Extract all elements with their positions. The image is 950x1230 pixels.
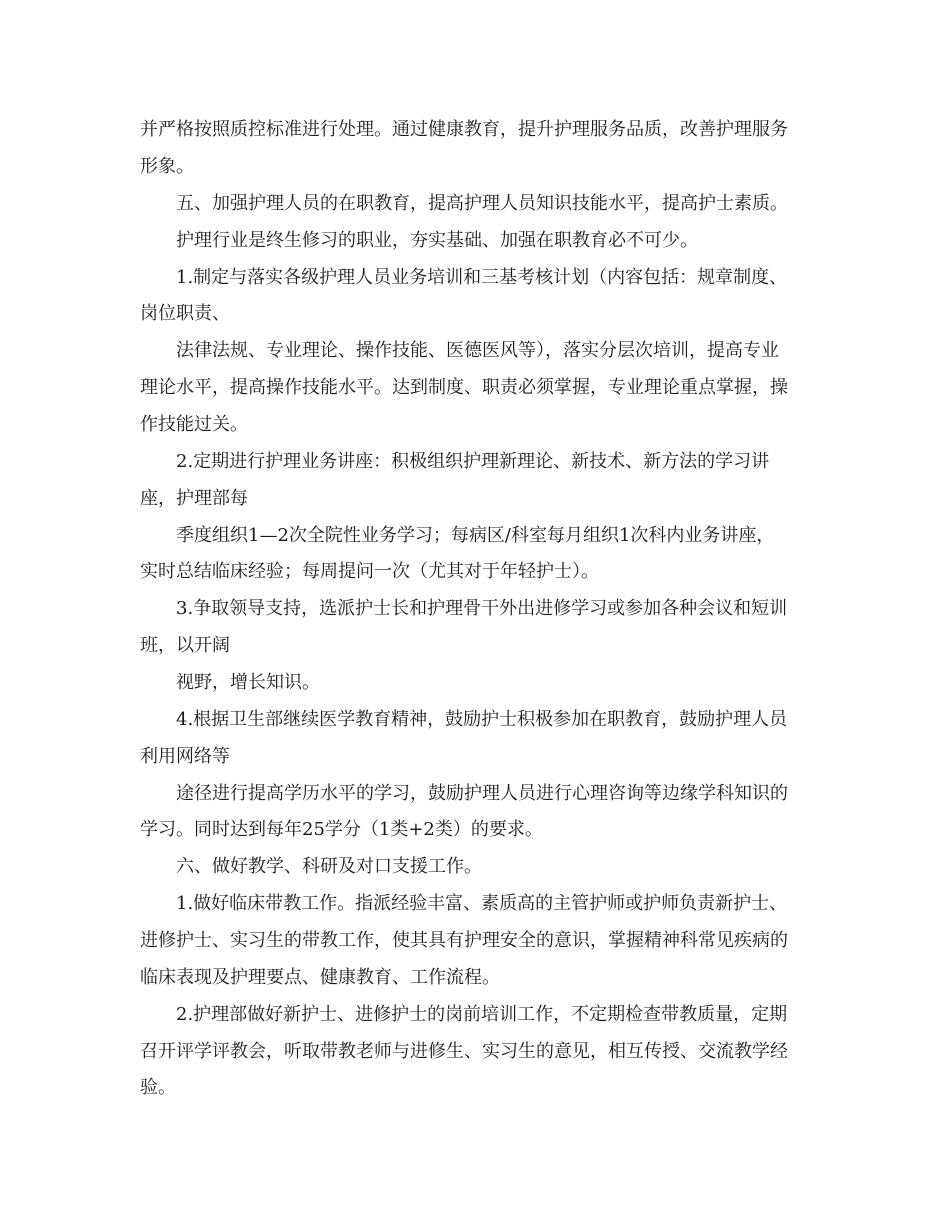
list-item-5-4: 4.根据卫生部继续医学教育精神，鼓励护士积极参加在职教育，鼓励护理人员 [176,709,788,730]
text-line: 实时总结临床经验；每周提问一次（尤其对于年轻护士）。 [140,561,599,582]
list-item-6-1: 1.做好临床带教工作。指派经验丰富、素质高的主管护师或护师负责新护士、 [176,893,788,914]
text-line: 护理行业是终生修习的职业，夯实基础、加强在职教育必不可少。 [176,230,698,251]
text-line: 理论水平，提高操作技能水平。达到制度、职责必须掌握，专业理论重点掌握，操 [140,377,788,398]
section-heading-5: 五、加强护理人员的在职教育，提高护理人员知识技能水平，提高护士素质。 [176,193,788,214]
list-item-5-3: 3.争取领导支持，选派护士长和护理骨干外出进修学习或参加各种会议和短训 [176,598,788,619]
text-line: 作技能过关。 [140,414,248,435]
text-line: 形象。 [140,156,194,177]
section-heading-6: 六、做好教学、科研及对口支援工作。 [176,856,482,877]
list-item-6-2: 2.护理部做好新护士、进修护士的岗前培训工作，不定期检查带教质量，定期 [176,1004,788,1025]
list-item-5-1: 1.制定与落实各级护理人员业务培训和三基考核计划（内容包括：规章制度、 [176,267,788,288]
text-line: 进修护士、实习生的带教工作，使其具有护理安全的意识，掌握精神科常见疾病的 [140,930,788,951]
text-line: 座，护理部每 [140,488,248,509]
text-line: 法律法规、专业理论、操作技能、医德医风等），落实分层次培训，提高专业 [176,340,779,361]
list-item-5-2: 2.定期进行护理业务讲座：积极组织护理新理论、新技术、新方法的学习讲 [176,451,770,472]
text-line: 利用网络等 [140,746,230,767]
text-line: 召开评学评教会，听取带教老师与进修生、实习生的意见，相互传授、交流教学经 [140,1041,788,1062]
text-line: 临床表现及护理要点、健康教育、工作流程。 [140,967,500,988]
text-line: 季度组织1—2次全院性业务学习；每病区/科室每月组织1次科内业务讲座， [176,525,775,546]
text-line: 并严格按照质控标准进行处理。通过健康教育，提升护理服务品质，改善护理服务 [140,119,788,140]
text-line: 班，以开阔 [140,635,230,656]
text-line: 学习。同时达到每年25学分（1类+2类）的要求。 [140,819,543,840]
text-line: 途径进行提高学历水平的学习，鼓励护理人员进行心理咨询等边缘学科知识的 [176,783,788,804]
text-line: 岗位职责、 [140,303,230,324]
text-line: 验。 [140,1077,176,1098]
text-line: 视野，增长知识。 [176,672,320,693]
